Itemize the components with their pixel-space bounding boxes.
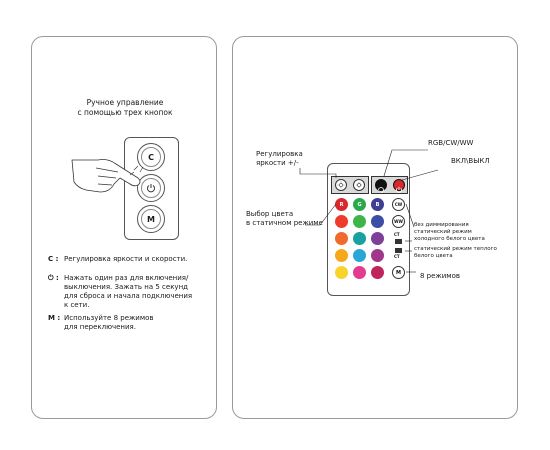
on-off-label: ВКЛ\ВЫКЛ	[451, 157, 490, 165]
rgb-cw-ww-label: RGB/CW/WW	[428, 139, 474, 147]
legend-m-line2: для переключения.	[64, 323, 136, 331]
modes-label: 8 режимов	[420, 272, 460, 280]
ww-static-line1: статический режим теплого	[414, 246, 497, 252]
ww-button[interactable]: WW	[392, 215, 405, 228]
legend-power-line2: выключения. Зажать на 5 секунд	[64, 283, 188, 291]
cw-button[interactable]: CW	[392, 198, 405, 211]
no-dim-label: без диммирования	[414, 222, 469, 228]
brightness-label-line1: Регулировка	[256, 150, 303, 158]
legend-c-text: Регулировка яркости и скорости.	[64, 255, 188, 263]
cw-static-line1: статический режим	[414, 229, 472, 235]
g-button[interactable]: G	[353, 198, 366, 211]
m-button-label: M	[147, 214, 155, 224]
manual-title-line1: Ручное управление	[86, 98, 164, 107]
legend-m-line1: Используйте 8 режимов	[64, 314, 154, 322]
legend-power-line3: для сброса и начала подключения	[64, 292, 193, 300]
b-button[interactable]: B	[371, 198, 384, 211]
legend-key-m: M :	[48, 314, 61, 322]
legend-key-power: ⏻ :	[48, 274, 59, 282]
ct-down-label: CT	[394, 254, 400, 259]
r-button[interactable]: R	[335, 198, 348, 211]
c-button-label: C	[148, 152, 154, 162]
color-select-label-line2: в статичном режиме	[246, 219, 323, 227]
ww-static-line2: белого цвета	[414, 253, 453, 259]
legend-key-c: C :	[48, 255, 59, 263]
legend-power-line1: Нажать один раз для включения/	[64, 274, 189, 282]
cw-static-line2: холодного белого цвета	[414, 236, 485, 242]
color-select-label-line1: Выбор цвета	[246, 210, 294, 218]
brightness-label-line2: яркости +/-	[256, 159, 299, 167]
ct-up-label: CT	[394, 232, 400, 237]
manual-title-line2: с помощью трех кнопок	[77, 108, 173, 117]
m-mode-button[interactable]: M	[392, 266, 405, 279]
legend-power-line4: к сети.	[64, 301, 90, 309]
